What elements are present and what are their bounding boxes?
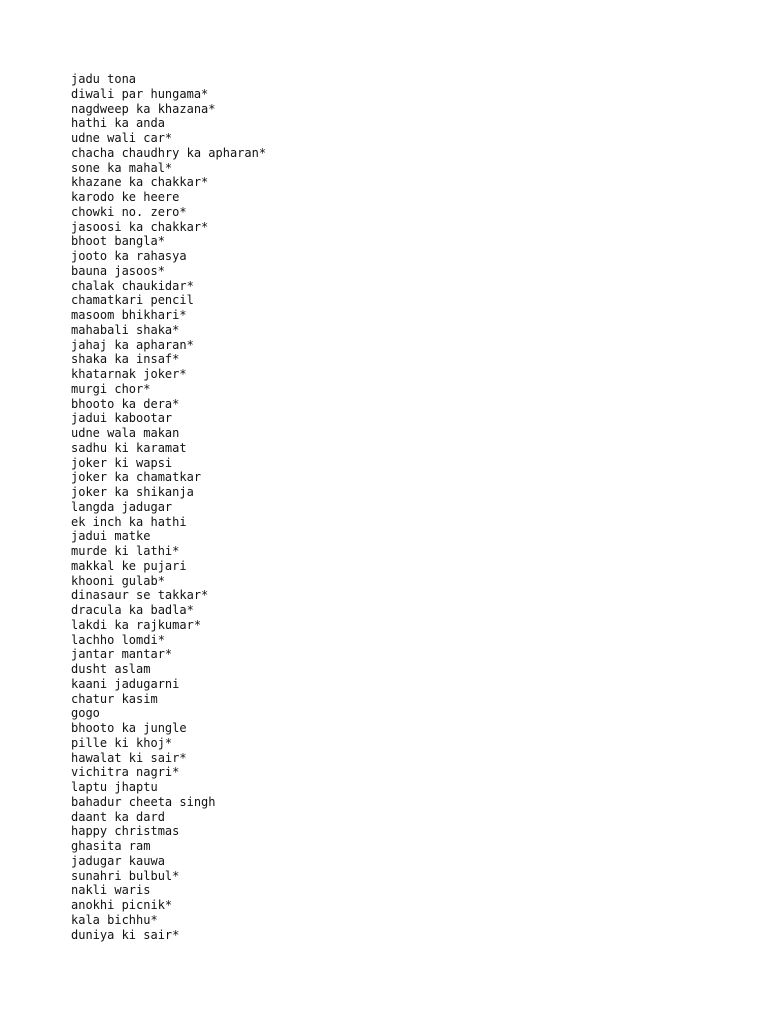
list-item: sone ka mahal* [71, 160, 173, 175]
list-item: vichitra nagri* [71, 765, 180, 780]
list-item: karodo ke heere [71, 190, 180, 204]
list-item: makkal ke pujari [71, 558, 187, 573]
list-item: bhoot bangla* [71, 234, 165, 249]
list-item: bauna jasoos* [71, 263, 165, 278]
list-item: masoom bhikhari* [71, 308, 187, 322]
list-item: ek inch ka hathi [71, 514, 187, 529]
list-item: lakdi ka rajkumar* [71, 617, 202, 632]
list-item: murde ki lathi* [71, 544, 180, 558]
list-item: bahadur cheeta singh [71, 794, 216, 809]
list-item: langda jadugar [71, 499, 173, 514]
list-item: hathi ka anda [71, 116, 165, 131]
list-item: jadugar kauwa [71, 853, 165, 868]
list-item: jahaj ka apharan* [71, 337, 194, 352]
list-item: joker ka chamatkar [71, 470, 202, 485]
list-item: anokhi picnik* [71, 898, 173, 912]
list-item: jadu tona [71, 72, 137, 86]
list-item: chamatkari pencil [71, 293, 194, 308]
list-item: bhooto ka jungle [71, 721, 187, 735]
list-item: daant ka dard [71, 809, 165, 824]
list-item: shaka ka insaf* [71, 352, 180, 367]
list-item: chalak chaukidar* [71, 278, 194, 293]
list-item: jadui matke [71, 529, 151, 544]
list-item: jasoosi ka chakkar* [71, 219, 209, 234]
list-item: joker ki wapsi [71, 455, 173, 470]
list-item: duniya ki sair* [71, 927, 180, 942]
list-item: khooni gulab* [71, 573, 165, 588]
list-item: joker ka shikanja [71, 485, 194, 499]
list-item: diwali par hungama* [71, 86, 209, 101]
list-item: mahabali shaka* [71, 322, 180, 337]
list-item: murgi chor* [71, 381, 151, 396]
list-item: bhooto ka dera* [71, 396, 180, 411]
list-item: sadhu ki karamat [71, 440, 187, 455]
list-item: dracula ka badla* [71, 603, 194, 617]
list-item: udne wali car* [71, 131, 173, 145]
list-item: pille ki khoj* [71, 735, 173, 750]
list-item: jooto ka rahasya [71, 249, 187, 263]
list-item: udne wala makan [71, 426, 180, 440]
list-item: chowki no. zero* [71, 204, 187, 219]
list-item: khatarnak joker* [71, 367, 187, 381]
list-item: chatur kasim [71, 691, 158, 706]
list-item: laptu jhaptu [71, 780, 158, 794]
list-item: gogo [71, 706, 100, 721]
list-item: khazane ka chakkar* [71, 175, 209, 190]
list-item: sunahri bulbul* [71, 868, 180, 883]
list-item: hawalat ki sair* [71, 750, 187, 765]
list-item: dusht aslam [71, 662, 151, 676]
list-item: ghasita ram [71, 839, 151, 853]
list-item: happy christmas [71, 824, 180, 839]
list-item: jantar mantar* [71, 647, 173, 662]
list-item: chacha chaudhry ka apharan* [71, 145, 267, 160]
list-item: kaani jadugarni [71, 676, 180, 691]
list-item: jadui kabootar [71, 411, 173, 426]
list-item: lachho lomdi* [71, 632, 165, 647]
list-item: nakli waris [71, 883, 151, 898]
title-list [71, 72, 266, 942]
list-item: kala bichhu* [71, 912, 158, 927]
list-item: nagdweep ka khazana* [71, 101, 216, 116]
list-item: dinasaur se takkar* [71, 588, 209, 603]
